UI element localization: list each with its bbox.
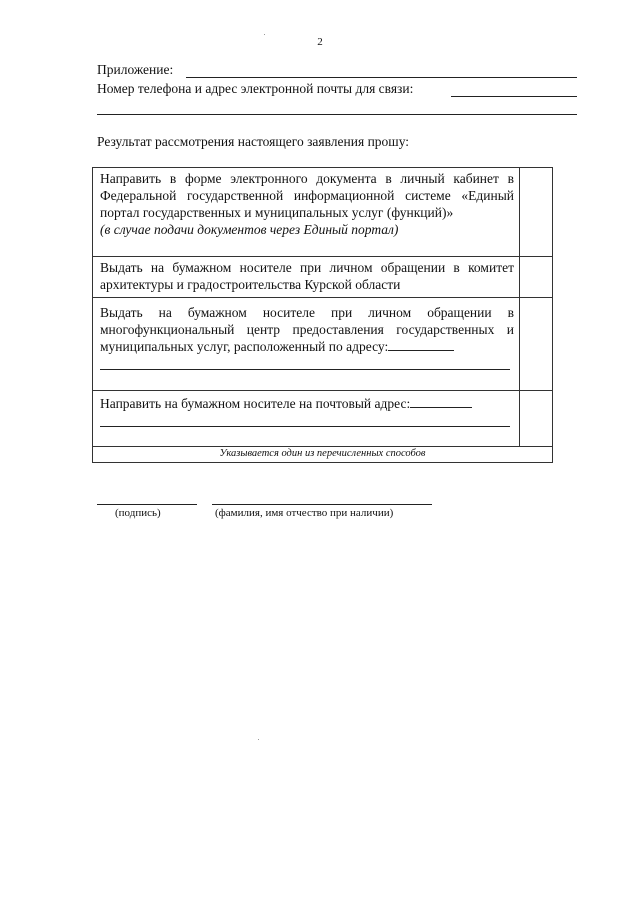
option-text-post [100, 395, 514, 412]
option-row-electronic [93, 168, 553, 257]
mfc-address-field-line-2[interactable] [100, 357, 510, 370]
signature-caption: (подпись) [115, 507, 161, 519]
option-text-committee: Выдать на бумажном носителе при личном обращении в комитет архитектуры и градостроительства Курской области [100, 260, 514, 292]
full-name-caption: (фамилия, имя отчество при наличии) [215, 507, 394, 519]
options-footer-note: Указывается один из перечисленных способов [93, 447, 553, 463]
delivery-options-table [92, 167, 553, 463]
option-text-mfc [100, 304, 514, 355]
contact-field[interactable] [451, 84, 577, 97]
post-address-field-line-2[interactable] [100, 414, 510, 427]
attachment-field[interactable] [186, 65, 577, 78]
page-number: 2 [317, 36, 323, 48]
option-row-mfc [93, 298, 553, 391]
signature-field[interactable] [97, 494, 197, 505]
options-footer-row [93, 447, 553, 463]
contact-field-continuation[interactable] [97, 102, 577, 115]
option-text-post-label: Направить на бумажном носителе на почтовый адрес: [100, 396, 411, 411]
attachment-label: Приложение: [97, 62, 174, 77]
full-name-field[interactable] [212, 494, 432, 505]
option-checkbox-electronic[interactable] [520, 168, 553, 257]
post-address-field[interactable] [410, 407, 472, 408]
option-row-post [93, 391, 553, 447]
option-checkbox-mfc[interactable] [520, 298, 553, 391]
scan-speck [258, 739, 259, 740]
option-row-committee [93, 257, 553, 298]
option-text-mfc-label: Выдать на бумажном носителе при личном обращении в многофункциональный центр предоставления государственных и муниципальных услуг, расположенный по адресу: [100, 305, 514, 354]
contact-label: Номер телефона и адрес электронной почты для связи: [97, 81, 414, 96]
option-text-electronic: Направить в форме электронного документа в личный кабинет в Федеральной государственной информационной системе «Единый портал государственных и муниципальных услуг (функций)» [100, 171, 514, 220]
request-label: Результат рассмотрения настоящего заявления прошу: [97, 134, 410, 149]
option-checkbox-post[interactable] [520, 391, 553, 447]
mfc-address-field[interactable] [388, 350, 454, 351]
option-checkbox-committee[interactable] [520, 257, 553, 298]
scan-speck [264, 34, 265, 35]
option-note-electronic: (в случае подачи документов через Единый портал) [100, 222, 399, 237]
